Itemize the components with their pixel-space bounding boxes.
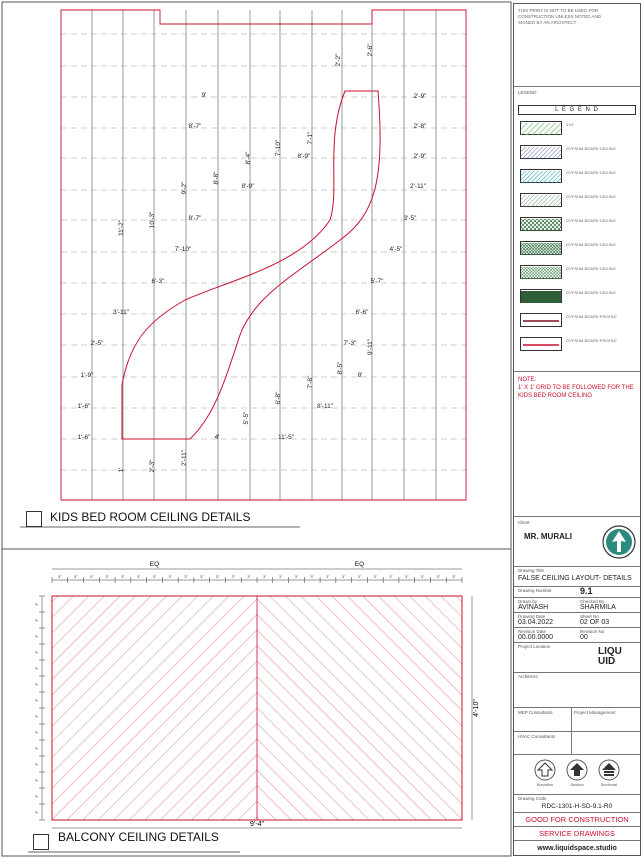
legend-swatch — [520, 193, 562, 207]
north-arrow-icon — [602, 525, 636, 559]
tick-label: 3" — [136, 574, 141, 579]
drawn-by: AVINASH — [518, 604, 549, 611]
hvac-section — [514, 731, 640, 754]
legend-swatch — [520, 265, 562, 279]
dimension-label: 1'-9" — [80, 372, 94, 379]
ceiling-island-shape — [122, 91, 380, 439]
dimension-label: 8'-11" — [316, 403, 334, 410]
left-tick-label: 3" — [34, 778, 39, 782]
note-section — [514, 371, 640, 516]
dimension-label: 2'-9" — [413, 153, 427, 160]
left-tick-label: 3" — [34, 666, 39, 670]
legend-text: GYPSUM BOARD CEILING — [566, 242, 616, 247]
dimension-label: 8'-4" — [245, 151, 252, 165]
kids-room-view-marker — [26, 511, 42, 527]
sheet-no-label: Sheet No — [580, 614, 599, 619]
title-block — [513, 3, 641, 856]
balcony-hatch-right — [257, 596, 462, 820]
website-section — [514, 840, 640, 855]
dimension-label: 6'-6" — [355, 309, 369, 316]
dimension-label: 3'-5" — [403, 215, 417, 222]
dimension-label: 2'-2" — [335, 53, 342, 67]
tick-label: 3" — [326, 574, 330, 579]
revision-no: 00 — [580, 634, 588, 641]
legend-swatch — [520, 145, 562, 159]
dimension-label: 2'-9" — [413, 93, 427, 100]
balcony-plan — [34, 561, 480, 828]
dimension-label: 2'-6" — [367, 43, 374, 57]
dimension-label: 2'-11" — [409, 183, 427, 190]
tick-label: 3" — [184, 574, 188, 579]
section-label: Section — [570, 782, 584, 787]
legend-item — [518, 119, 636, 138]
left-tick-label: 3" — [34, 650, 39, 654]
tick-label: 3" — [73, 574, 78, 579]
tick-label: 3" — [357, 574, 362, 579]
status-2: SERVICE DRAWINGS — [539, 829, 615, 838]
bottom-dim-label: 9'-4" — [250, 821, 264, 828]
sheet-note: THIS PRINT IS NOT TO BE USED FOR CONSTRUCTION UNLESS NOTED AND SIGNED BY AN ARCHITECT — [518, 8, 602, 25]
dimension-label: 1'-6" — [77, 403, 91, 410]
project-location-label: Project Location — [518, 644, 551, 649]
tick-label: 3" — [152, 574, 157, 579]
revision-date-label: Revision Date — [518, 629, 547, 634]
balcony-title: BALCONY CEILING DETAILS — [58, 830, 219, 844]
checked-by: SHARMILA — [580, 604, 616, 611]
dimension-label: 8'-9" — [297, 153, 311, 160]
tick-label: 3" — [58, 574, 62, 579]
section-icon — [566, 759, 588, 781]
dimension-label: 7'-10" — [275, 139, 282, 157]
dimension-label: 1' — [118, 467, 125, 473]
legend-item — [518, 311, 636, 330]
hvac-label: HVAC Consultants — [518, 734, 556, 739]
left-tick-label: 3" — [34, 602, 39, 606]
left-tick-label: 3" — [34, 746, 39, 750]
consultants-section — [514, 707, 640, 731]
dimension-label: 8'-8" — [213, 171, 220, 185]
legend-title: L E G E N D — [518, 105, 636, 115]
architects-label: Architects — [518, 674, 538, 679]
legend-text: GYPSUM BOARD CEILING — [566, 266, 616, 271]
liquid-logo: LIQU UID — [598, 646, 622, 667]
tick-label: 3" — [373, 574, 378, 579]
legend-item — [518, 215, 636, 234]
client-section — [514, 516, 640, 566]
status-1: GOOD FOR CONSTRUCTION — [525, 815, 629, 824]
tick-label: 3" — [294, 574, 299, 579]
elevation-label: Elevation — [536, 782, 554, 787]
tick-label: 3" — [89, 574, 94, 579]
dimension-label: 8'-7" — [188, 123, 202, 130]
left-tick-label: 3" — [34, 714, 39, 718]
legend-item — [518, 143, 636, 162]
drawing-code-label: Drawing Code — [518, 796, 547, 801]
project-location-section — [514, 642, 640, 672]
drawing-number-section — [514, 586, 640, 597]
sectional-label: Sectional — [600, 782, 618, 787]
left-tick-label: 3" — [34, 618, 39, 622]
eq-label-left: EQ — [149, 561, 160, 568]
drawing-number-label: Drawing Number — [518, 588, 552, 593]
balcony-view-marker — [33, 834, 49, 850]
legend-item — [518, 239, 636, 258]
dimension-label: 4' — [214, 434, 220, 441]
dimension-label: 2'-3" — [149, 459, 156, 473]
tick-label: 3" — [341, 574, 346, 579]
dimension-label: 2'-8" — [413, 123, 427, 130]
revision-section — [514, 627, 640, 642]
legend-swatch — [520, 241, 562, 255]
dimension-label: 11'-2" — [118, 219, 125, 237]
balcony-hatch-left — [52, 596, 257, 820]
dimension-label: 6'-3" — [151, 278, 165, 285]
legend-text: GYPSUM BOARD PROFILE — [566, 314, 617, 319]
left-tick-label: 3" — [34, 810, 39, 814]
legend-text: GYPSUM BOARD CEILING — [566, 218, 616, 223]
legend-swatch — [520, 217, 562, 231]
legend-text: GYPSUM BOARD PROFILE — [566, 338, 617, 343]
tick-label: 3" — [215, 574, 220, 579]
drawing-code-section — [514, 794, 640, 812]
dimension-label: 11'-5" — [277, 434, 295, 441]
legend-item — [518, 335, 636, 354]
left-tick-label: 3" — [34, 730, 39, 734]
dimension-label: 5'-5" — [243, 411, 250, 425]
dimension-label: 9'-11" — [367, 338, 374, 356]
architects-section — [514, 672, 640, 707]
status-service-drawings — [514, 826, 640, 840]
tick-label: 3" — [121, 574, 125, 579]
legend-text: GYPSUM BOARD CEILING — [566, 194, 616, 199]
legend-text: GYPSUM BOARD CEILING — [566, 290, 616, 295]
tick-label: 3" — [389, 574, 393, 579]
website: www.liquidspace.studio — [537, 845, 617, 852]
tick-label: 3" — [105, 574, 110, 579]
dimension-label: 8'-7" — [188, 215, 202, 222]
pm-label: Project Management — [574, 710, 616, 715]
client-label: Client — [518, 520, 530, 525]
dimension-label: 7'-3" — [343, 340, 357, 347]
dimension-label: 10'-3" — [149, 211, 156, 229]
legend-swatch — [520, 121, 562, 135]
dimension-label: 5'-7" — [370, 278, 384, 285]
date-sheet-section — [514, 612, 640, 627]
dimension-label: 1'-6" — [77, 434, 91, 441]
dimension-label: 6'-8" — [275, 391, 282, 405]
tick-label: 3" — [278, 574, 283, 579]
legend-small-title: LEGEND — [518, 90, 537, 95]
legend-item — [518, 287, 636, 306]
dimension-label: 8'-5" — [337, 361, 344, 375]
status-good-for-construction — [514, 812, 640, 826]
dimension-label: 3'-11" — [112, 309, 130, 316]
side-dim-label: 4'-10" — [473, 699, 480, 717]
mep-label: MEP Consultants — [518, 710, 553, 715]
drawing-title: FALSE CEILING LAYOUT- DETAILS — [518, 575, 632, 582]
dimension-label: 7'-1" — [307, 131, 314, 145]
tick-label: 3" — [231, 574, 236, 579]
left-tick-label: 3" — [34, 698, 39, 702]
icons-section — [514, 754, 640, 794]
tick-label: 3" — [247, 574, 251, 579]
revision-no-label: Revision No — [580, 629, 605, 634]
dimension-label: 7'-6" — [307, 375, 314, 389]
left-tick-label: 3" — [34, 682, 39, 686]
legend-item — [518, 167, 636, 186]
dimension-label: 2'-5" — [90, 340, 104, 347]
tick-label: 3" — [168, 574, 173, 579]
tick-label: 3" — [420, 574, 425, 579]
left-tick-label: 3" — [34, 794, 39, 798]
legend-item — [518, 191, 636, 210]
drawing-code: RDC-1301-H-SD-9.1-R0 — [541, 803, 613, 810]
legend-swatch — [520, 169, 562, 183]
sectional-icon — [598, 759, 620, 781]
tick-label: 3" — [452, 574, 456, 579]
drawn-checked-section — [514, 597, 640, 612]
legend-item — [518, 263, 636, 282]
drawing-date-label: Drawing Date — [518, 614, 546, 619]
dimension-label: 8'-9" — [241, 183, 255, 190]
drawn-by-label: Drawn by — [518, 599, 538, 604]
legend-section — [514, 86, 640, 371]
drawing-number: 9.1 — [580, 586, 593, 596]
legend-text: GYPSUM BOARD CEILING — [566, 170, 616, 175]
drawing-title-label: Drawing Title — [518, 568, 545, 573]
legend-text: GYPSUM BOARD CEILING — [566, 146, 616, 151]
dimension-label: 2'-11" — [181, 449, 188, 467]
eq-label-right: EQ — [354, 561, 365, 568]
checked-by-label: Checked By — [580, 599, 605, 604]
dimension-label: 9' — [201, 92, 207, 99]
client-name: MR. MURALI — [524, 532, 572, 541]
kids-room-plan — [61, 10, 466, 500]
legend-text: 1'x1' — [566, 122, 574, 127]
tick-label: 3" — [263, 574, 267, 579]
tick-label: 3" — [404, 574, 409, 579]
legend-swatch — [520, 289, 562, 303]
sheet-no: 02 OF 03 — [580, 619, 610, 626]
drawing-date: 03.04.2022 — [518, 619, 554, 626]
left-tick-label: 3" — [34, 634, 39, 638]
drawing-title-section — [514, 566, 640, 586]
elevation-icon — [534, 759, 556, 781]
kids-room-title: KIDS BED ROOM CEILING DETAILS — [50, 510, 251, 524]
left-tick-label: 3" — [34, 762, 39, 766]
note-text: NOTE: 1' X 1' GRID TO BE FOLLOWED FOR THE KIDS BED ROOM CEILING — [518, 377, 634, 399]
tick-label: 3" — [310, 574, 315, 579]
legend-swatch — [520, 337, 562, 351]
dimension-label: 9'-2" — [181, 181, 188, 195]
dimension-label: 4'-5" — [389, 246, 403, 253]
tick-label: 3" — [436, 574, 441, 579]
dimension-label: 7'-10" — [174, 246, 192, 253]
legend-swatch — [520, 313, 562, 327]
revision-date: 00.00.0000 — [518, 634, 554, 641]
dimension-label: 8' — [357, 372, 363, 379]
tick-label: 3" — [199, 574, 204, 579]
